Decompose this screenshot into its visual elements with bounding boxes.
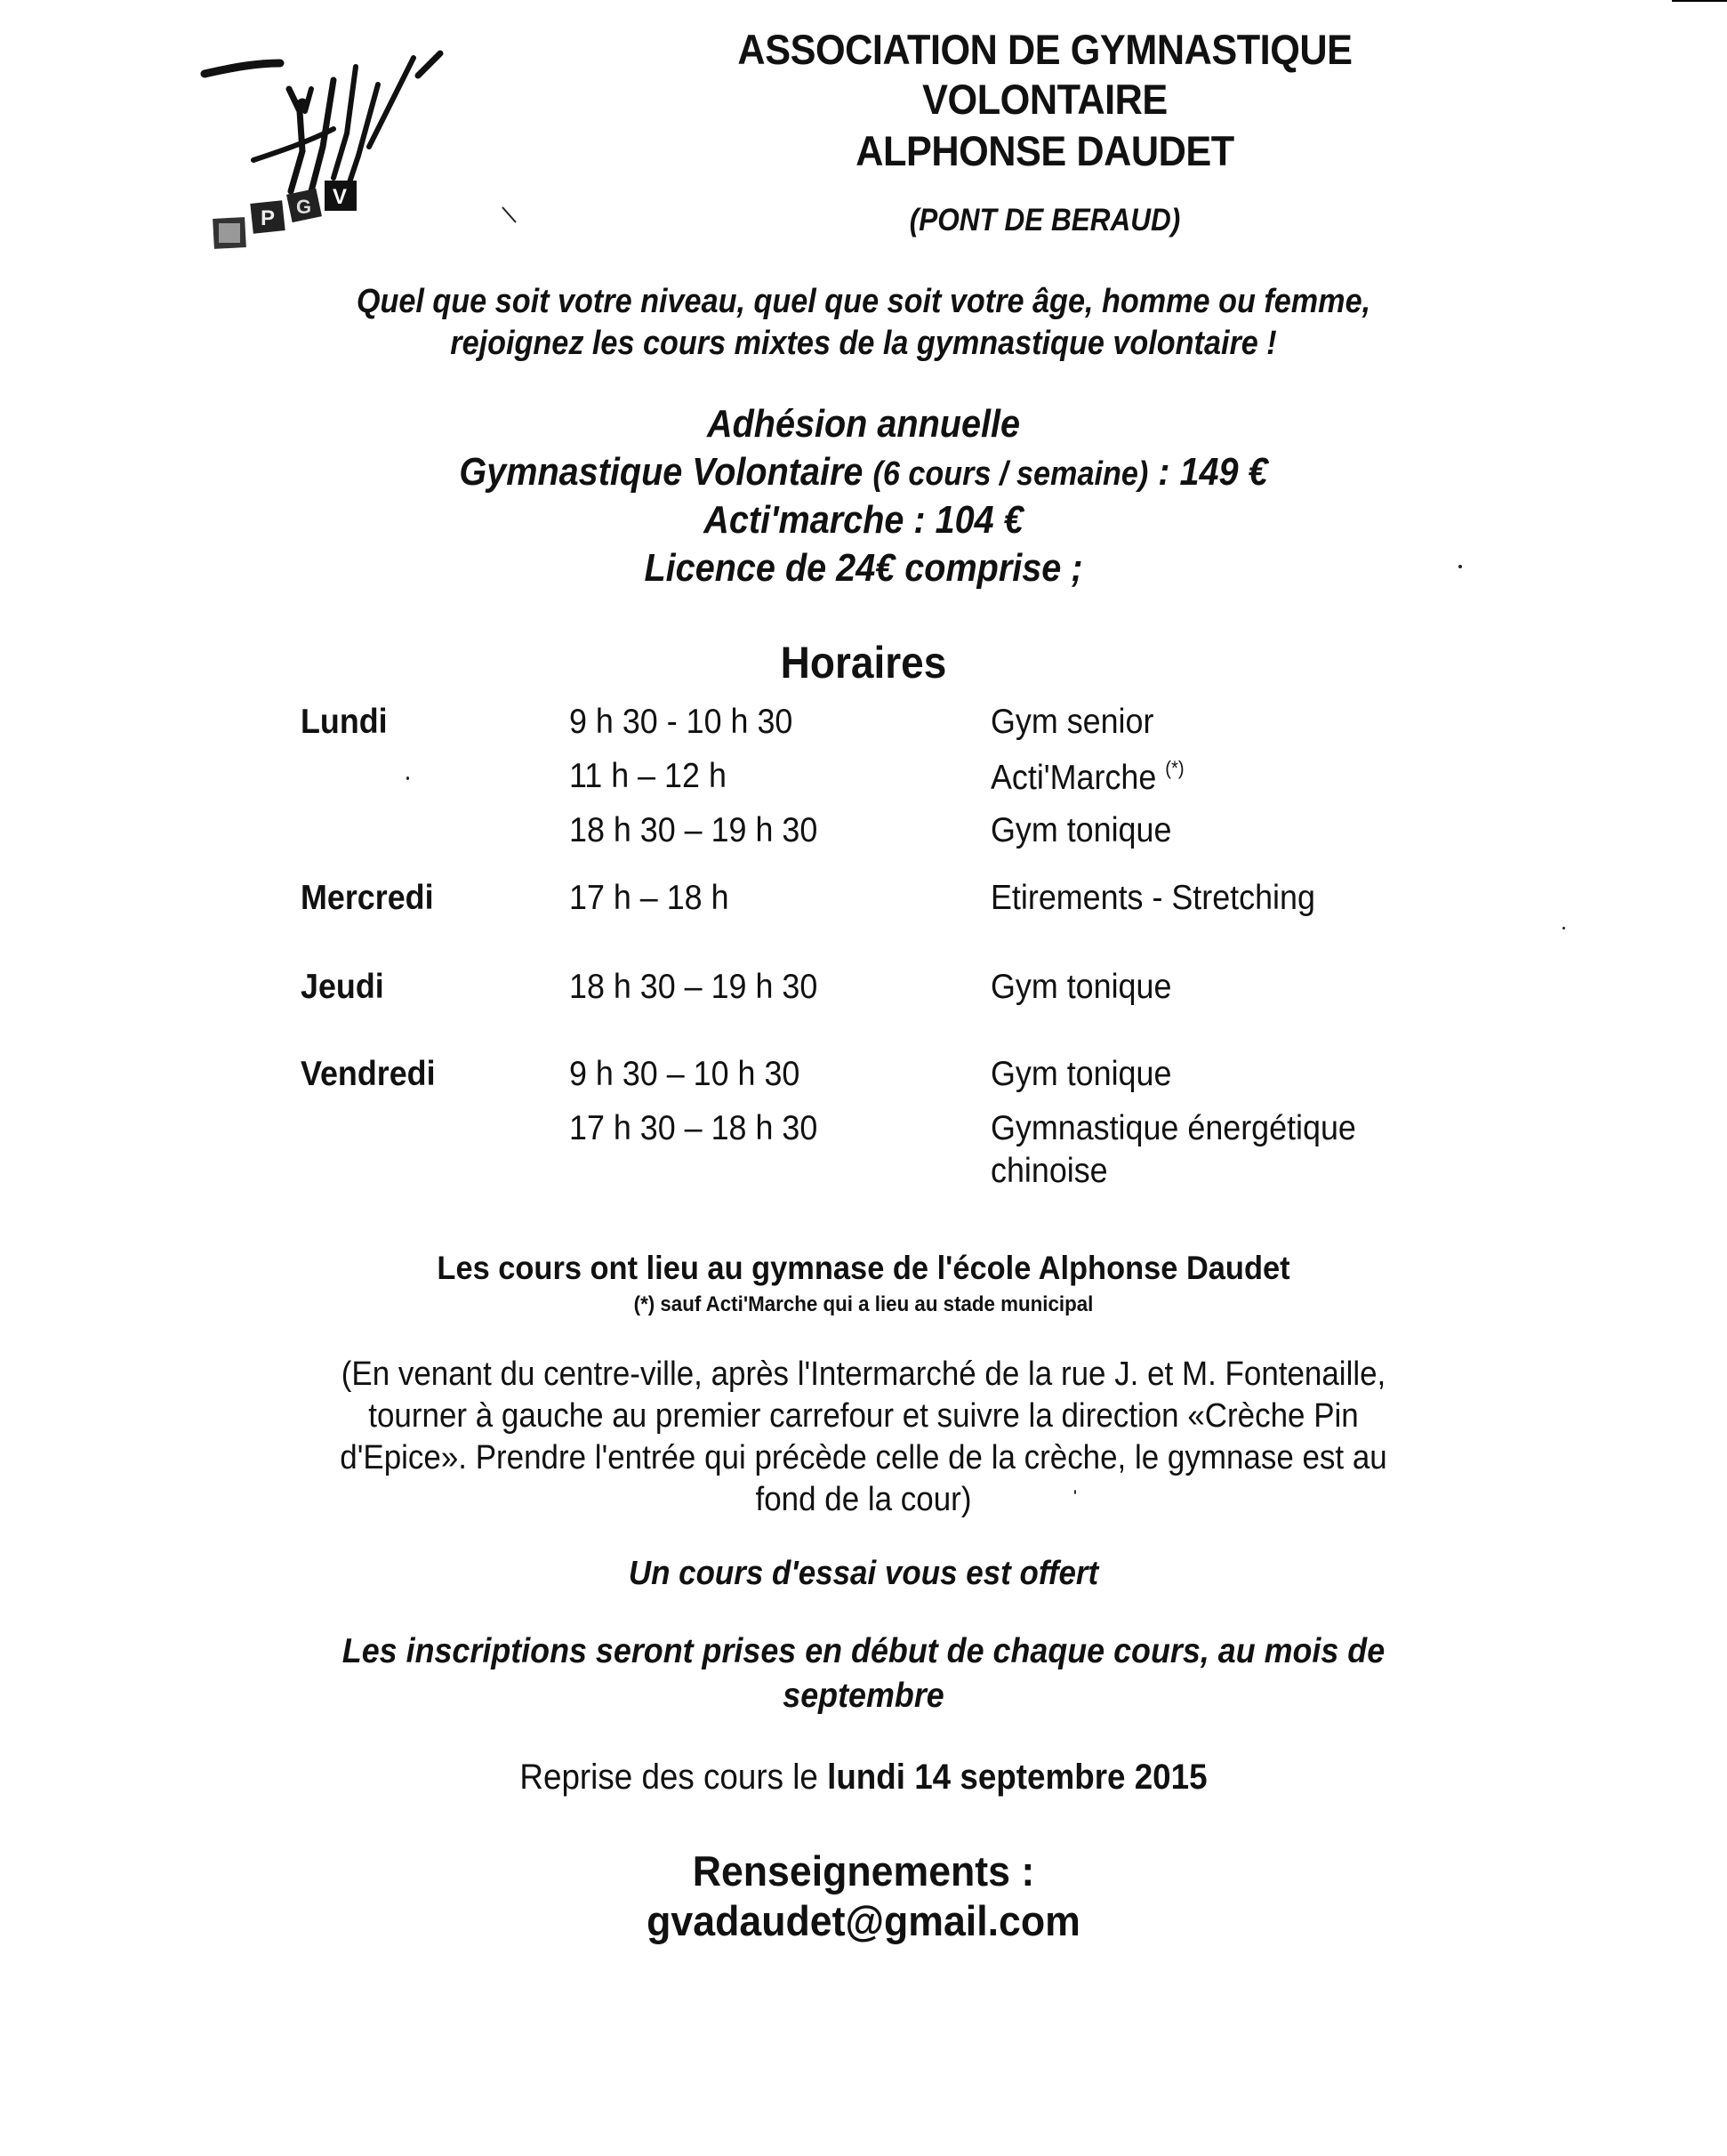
venue-footnote: (*) sauf Acti'Marche qui a lieu au stade municipal [633,1292,1094,1316]
schedule-title: Horaires [780,638,947,688]
schedule-day: Mercredi [301,879,434,917]
schedule-activity: Gym tonique [991,811,1172,849]
schedule-time: 17 h – 18 h [569,879,729,917]
schedule-activity: Gym senior [991,703,1154,741]
schedule-time: 17 h 30 – 18 h 30 [569,1109,818,1147]
org-subtitle: (PONT DE BERAUD) [909,203,1181,237]
schedule-day: Vendredi [301,1055,436,1093]
svg-text:V: V [333,185,348,209]
directions-line-3: d'Epice». Prendre l'entrée qui précède celle de la crèche, le gymnase est au [340,1439,1387,1476]
trial-offer: Un cours d'essai vous est offert [628,1555,1099,1592]
fee-gym-detail: (6 cours / semaine) [872,455,1149,493]
schedule-day: Jeudi [301,968,384,1006]
schedule-activity: Gymnastique énergétique [991,1109,1356,1147]
schedule-day: Lundi [301,703,388,741]
resume-date-line [69,1758,1659,1798]
schedule-activity: Etirements - Stretching [991,879,1315,917]
schedule-activity-continued: chinoise [991,1152,1108,1190]
fee-gym-price: : 149 € [1158,450,1268,494]
schedule-time: 9 h 30 - 10 h 30 [569,703,793,741]
svg-text:P: P [261,206,276,230]
resume-prefix: Reprise des cours le [519,1758,828,1797]
fee-licence: Licence de 24€ comprise ; [644,546,1083,590]
fee-gym-label: Gymnastique Volontaire [459,450,864,494]
schedule-activity: Gym tonique [991,968,1172,1006]
registration-line-1: Les inscriptions seront prises en début de chaque cours, au mois de [341,1632,1386,1670]
directions-line-1: (En venant du centre-ville, après l'Intermarché de la rue J. et M. Fontenaille, [341,1356,1386,1393]
contact-label: Renseignements : [692,1847,1035,1895]
directions-line-2: tourner à gauche au premier carrefour et suivre la direction «Crèche Pin [368,1397,1359,1435]
footnote-marker: (*) [1165,757,1185,779]
schedule-time: 11 h – 12 h [569,757,727,795]
org-title-line-1: ASSOCIATION DE GYMNASTIQUE [737,26,1353,73]
scan-speck [406,776,409,780]
scan-artifact [1672,0,1727,2]
svg-text:G: G [296,196,312,218]
schedule-activity [991,757,1185,798]
fee-actimarche: Acti'marche : 104 € [703,498,1024,542]
org-title-line-3: ALPHONSE DAUDET [855,127,1234,174]
org-title-line-2: VOLONTAIRE [922,76,1168,123]
directions-line-4: fond de la cour) [755,1481,972,1518]
schedule-time: 18 h 30 – 19 h 30 [569,811,818,849]
scan-speck [1458,565,1462,568]
tagline-line-1: Quel que soit votre niveau, quel que soit votre âge, homme ou femme, [356,283,1371,320]
registration-line-2: septembre [783,1677,944,1715]
logo-letters [213,181,357,249]
venue-text: Les cours ont lieu au gymnase de l'école Alphonse Daudet [437,1250,1290,1286]
tagline-line-2: rejoignez les cours mixtes de la gymnastique volontaire ! [450,325,1277,362]
schedule-time: 9 h 30 – 10 h 30 [569,1055,800,1093]
scan-speck [1562,927,1565,929]
schedule-activity: Gym tonique [991,1055,1172,1093]
schedule-activity-label: Acti'Marche [991,759,1157,797]
contact-email[interactable]: gvadaudet@gmail.com [647,1897,1080,1944]
scan-speck [1074,1490,1076,1494]
gymnasts-logo-icon [200,49,534,258]
schedule-time: 18 h 30 – 19 h 30 [569,968,818,1006]
fees-heading: Adhésion annuelle [706,402,1021,446]
resume-date: lundi 14 septembre 2015 [827,1758,1208,1797]
fee-gym [86,450,1641,495]
